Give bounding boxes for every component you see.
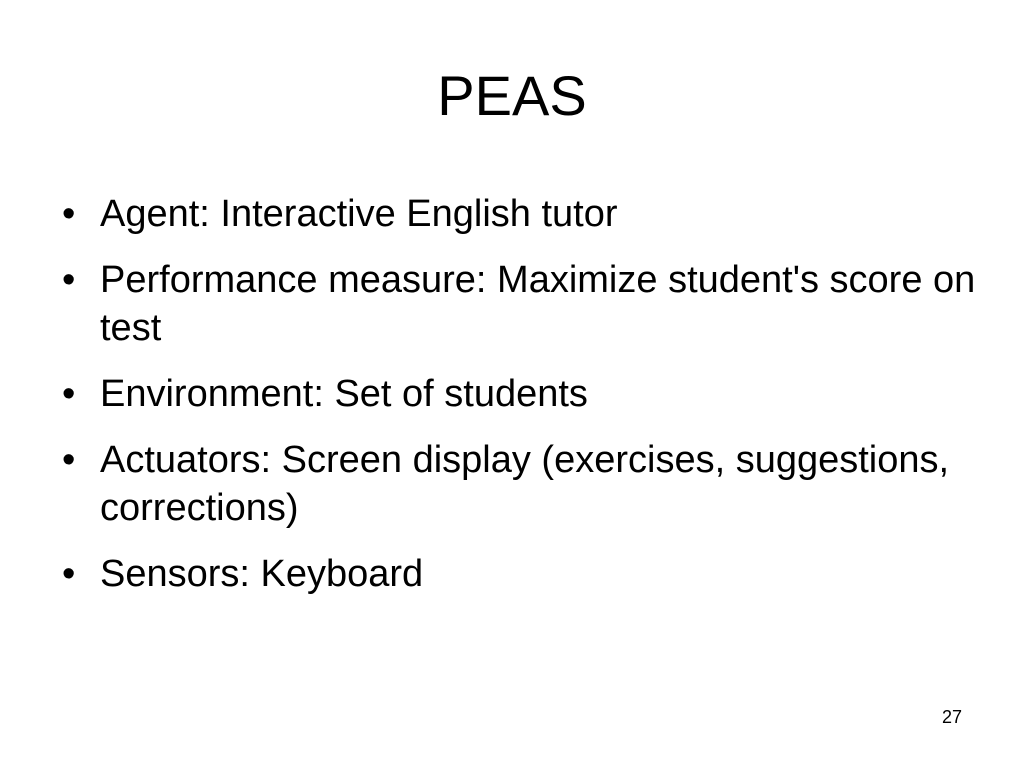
bullet-icon: • (62, 193, 76, 235)
bullet-icon: • (62, 439, 76, 481)
slide-title: PEAS (437, 64, 587, 127)
bullet-text: Sensors: Keyboard (100, 553, 424, 595)
bullet-text: Environment: Set of students (100, 373, 588, 415)
bullet-item-actuators (62, 436, 982, 532)
bullet-text: Agent: Interactive English tutor (100, 193, 618, 235)
bullet-text: Performance measure: Maximize student's score on test (100, 259, 976, 349)
bullet-item-performance-measure (62, 256, 982, 352)
bullet-text: Actuators: Screen display (exercises, suggestions, corrections) (100, 439, 950, 529)
bullet-icon: • (62, 553, 76, 595)
page-number: 27 (941, 707, 962, 727)
bullet-item-environment (62, 370, 982, 418)
bullet-icon: • (62, 373, 76, 415)
bullet-item-agent (62, 190, 982, 238)
bullet-list (62, 190, 982, 616)
bullet-icon: • (62, 259, 76, 301)
bullet-item-sensors (62, 550, 982, 598)
